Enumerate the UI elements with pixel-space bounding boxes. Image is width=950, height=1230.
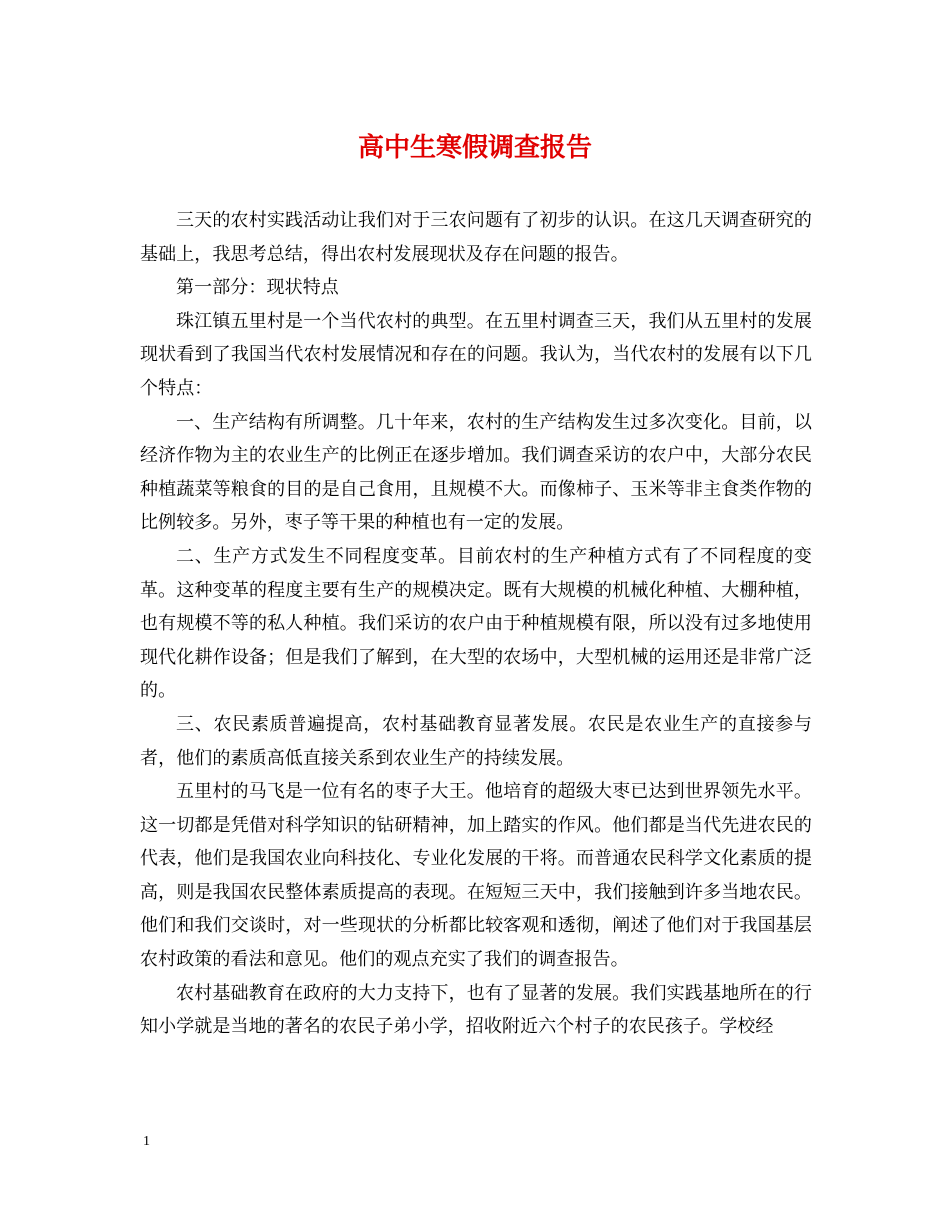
document-body <box>140 204 812 1044</box>
paragraph-production-method: 二、生产方式发生不同程度变革。目前农村的生产种植方式有了不同程度的变革。这种变革的程度主要有生产的规模决定。既有大规模的机械化种植、大棚种植，也有规模不等的私人种植。我们采访的农户由于种植规模有限，所以没有过多地使用现代化耕作设备；但是我们了解到，在大型的农场中，大型机械的运用还是非常广泛的。 <box>140 545 812 702</box>
paragraph-basic-education: 农村基础教育在政府的大力支持下，也有了显著的发展。我们实践基地所在的行知小学就是当地的著名的农民子弟小学，招收附近六个村子的农民孩子。学校经 <box>140 982 812 1038</box>
paragraph-intro: 三天的农村实践活动让我们对于三农问题有了初步的认识。在这几天调查研究的基础上，我思考总结，得出农村发展现状及存在问题的报告。 <box>140 210 812 265</box>
paragraph-farmer-quality: 三、农民素质普遍提高，农村基础教育显著发展。农民是农业生产的直接参与者，他们的素质高低直接关系到农业生产的持续发展。 <box>140 713 812 769</box>
document-title: 高中生寒假调查报告 <box>357 133 592 163</box>
page-number: 1 <box>143 1134 150 1149</box>
paragraph-ma-fei: 五里村的马飞是一位有名的枣子大王。他培育的超级大枣已达到世界领先水平。这一切都是凭借对科学知识的钻研精神，加上踏实的作风。他们都是当代先进农民的代表，他们是我国农业向科技化、专业化发展的干将。而普通农民科学文化素质的提高，则是我国农民整体素质提高的表现。在短短三天中，我们接触到许多当地农民。他们和我们交谈时，对一些现状的分析都比较客观和透彻，阐述了他们对于我国基层农村政策的看法和意见。他们的观点充实了我们的调查报告。 <box>140 781 812 971</box>
paragraph-village-overview: 珠江镇五里村是一个当代农村的典型。在五里村调查三天，我们从五里村的发展现状看到了我国当代农村发展情况和存在的问题。我认为，当代农村的发展有以下几个特点： <box>140 310 812 399</box>
paragraph-production-structure: 一、生产结构有所调整。几十年来，农村的生产结构发生过多次变化。目前，以经济作物为主的农业生产的比例正在逐步增加。我们调查采访的农户中，大部分农民种植蔬菜等粮食的目的是自己食用，且规模不大。而像柿子、玉米等非主食类作物的比例较多。另外，枣子等干果的种植也有一定的发展。 <box>140 411 812 534</box>
section-heading: 第一部分：现状特点 <box>176 277 339 299</box>
